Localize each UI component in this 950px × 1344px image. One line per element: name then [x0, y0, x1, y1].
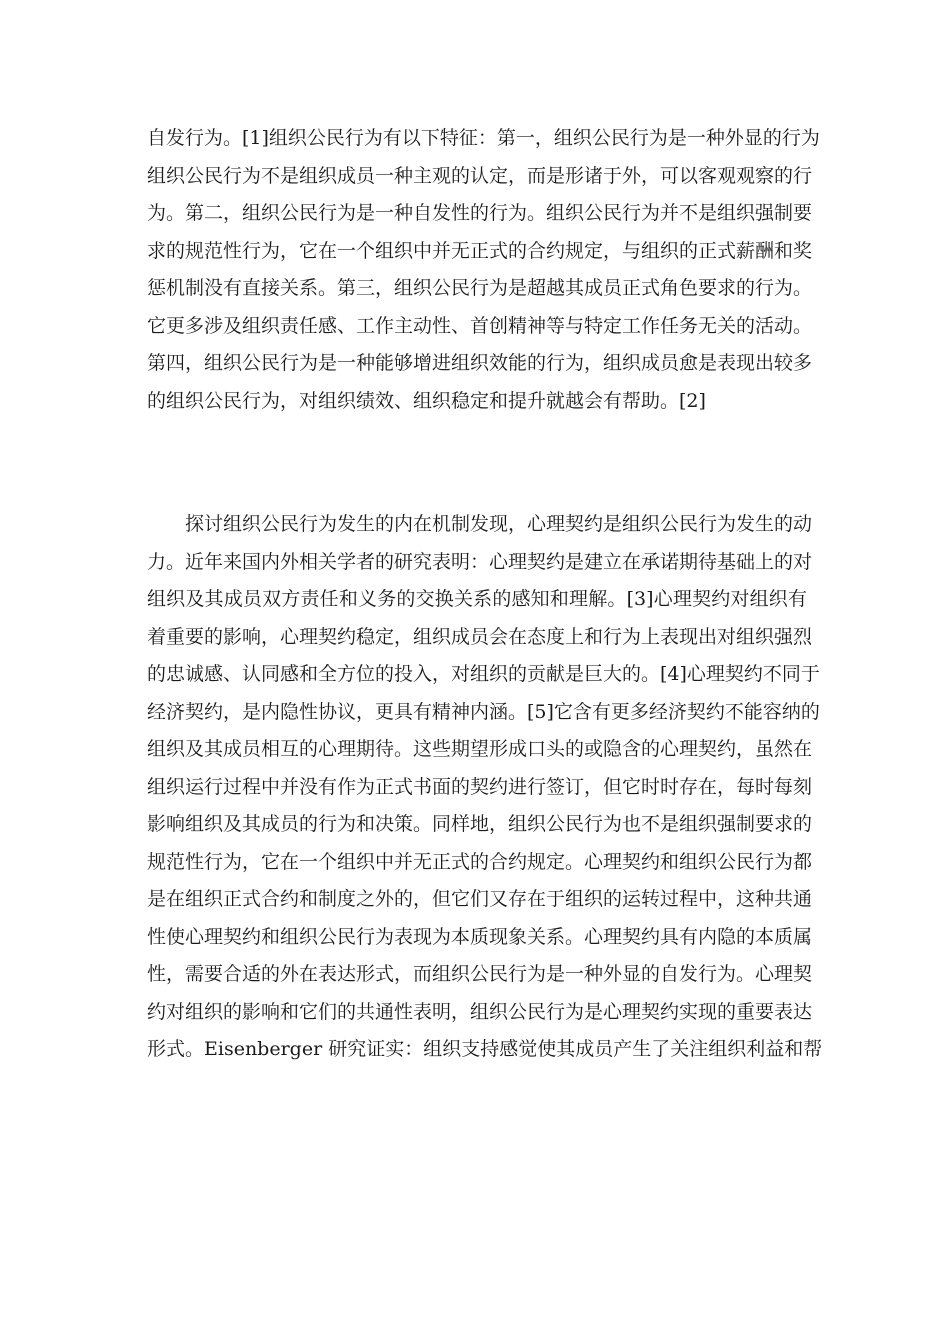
- text-line: 规范性行为，它在一个组织中并无正式的合约规定。心理契约和组织公民行为都: [147, 850, 813, 873]
- text-line: 约对组织的影响和它们的共通性表明，组织公民行为是心理契约实现的重要表达: [147, 1000, 813, 1023]
- text-line: 组织运行过程中并没有作为正式书面的契约进行签订，但它时时存在，每时每刻: [147, 775, 813, 798]
- text-line: 组织公民行为不是组织成员一种主观的认定，而是形诸于外，可以客观观察的行: [147, 164, 813, 187]
- text-line: 它更多涉及组织责任感、工作主动性、首创精神等与特定工作任务无关的活动。: [147, 314, 813, 337]
- text-line: 组织及其成员相互的心理期待。这些期望形成口头的或隐含的心理契约，虽然在: [147, 738, 813, 760]
- text-line: 性，需要合适的外在表达形式，而组织公民行为是一种外显的自发行为。心理契: [147, 963, 813, 985]
- text-line: 经济契约，是内隐性协议，更具有精神内涵。[5]它含有更多经济契约不能容纳的: [147, 700, 820, 723]
- text-line: 是在组织正式合约和制度之外的，但它们又存在于组织的运转过程中，这种共通: [147, 888, 813, 910]
- paragraph-2: [147, 506, 823, 1069]
- text-line: 自发行为。[1]组织公民行为有以下特征：第一，组织公民行为是一种外显的行为: [147, 127, 820, 149]
- text-line: 求的规范性行为，它在一个组织中并无正式的合约规定，与组织的正式薪酬和奖: [147, 239, 813, 262]
- text-line: 影响组织及其成员的行为和决策。同样地，组织公民行为也不是组织强制要求的: [147, 813, 813, 835]
- text-line: 形式。Eisenberger 研究证实：组织支持感觉使其成员产生了关注组织利益和帮: [147, 1038, 823, 1060]
- text-line: 探讨组织公民行为发生的内在机制发现，心理契约是组织公民行为发生的动: [185, 513, 813, 535]
- text-line: 性使心理契约和组织公民行为表现为本质现象关系。心理契约具有内隐的本质属: [147, 925, 813, 948]
- text-line: 着重要的影响，心理契约稳定，组织成员会在态度上和行为上表现出对组织强烈: [147, 625, 813, 648]
- text-line: 惩机制没有直接关系。第三，组织公民行为是超越其成员正式角色要求的行为。: [147, 277, 813, 299]
- text-line: 的忠诚感、认同感和全方位的投入，对组织的贡献是巨大的。[4]心理契约不同于: [147, 663, 820, 685]
- text-line: 的组织公民行为，对组织绩效、组织稳定和提升就越会有帮助。[2]: [147, 389, 706, 412]
- text-line: 力。近年来国内外相关学者的研究表明：心理契约是建立在承诺期待基础上的对: [147, 550, 813, 573]
- text-line: 第四，组织公民行为是一种能够增进组织效能的行为，组织成员愈是表现出较多: [147, 352, 813, 374]
- text-line: 为。第二，组织公民行为是一种自发性的行为。组织公民行为并不是组织强制要: [147, 202, 813, 224]
- paragraph-1: [147, 120, 820, 420]
- text-line: 组织及其成员双方责任和义务的交换关系的感知和理解。[3]心理契约对组织有: [147, 588, 807, 610]
